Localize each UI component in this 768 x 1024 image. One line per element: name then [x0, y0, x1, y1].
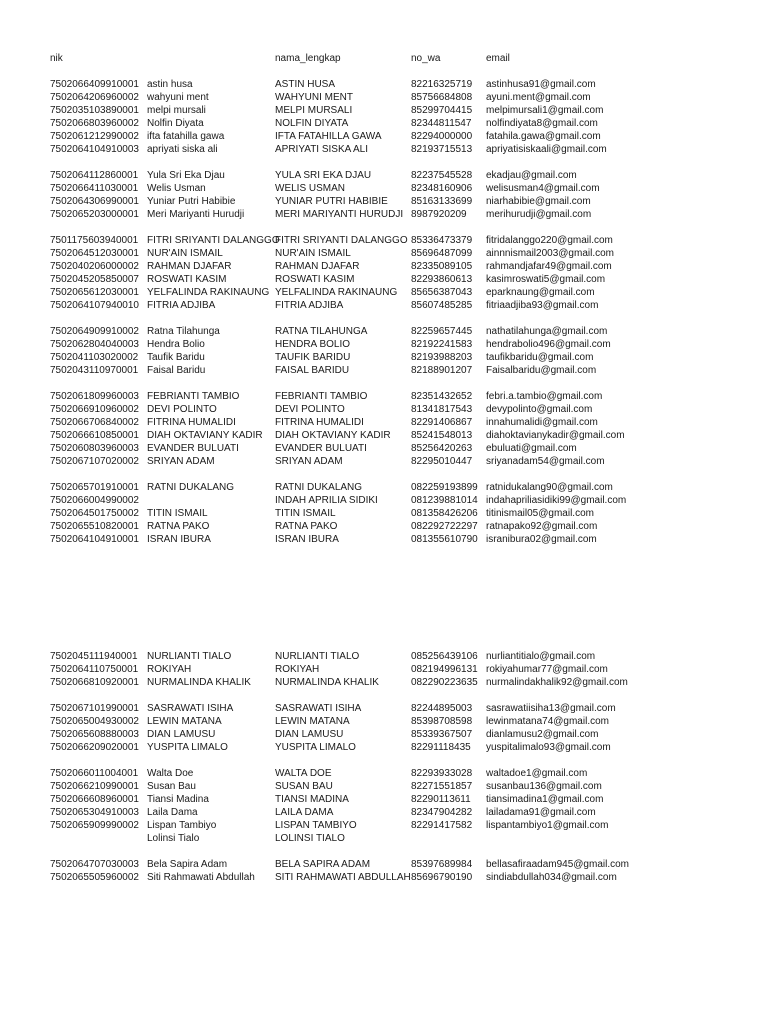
cell-nama-lengkap: FITRIA ADJIBA: [275, 300, 344, 311]
cell-nik: 7501175603940001: [50, 235, 139, 246]
cell-nama: DEVI POLINTO: [147, 404, 217, 415]
cell-no-wa: 85299704415: [411, 105, 473, 116]
cell-nama-lengkap: SRIYAN ADAM: [275, 456, 343, 467]
cell-email: nathatilahunga@gmail.com: [486, 326, 608, 337]
cell-nama-lengkap: NUR'AIN ISMAIL: [275, 248, 351, 259]
cell-email: kasimroswati5@gmail.com: [486, 274, 606, 285]
cell-nama: RAHMAN DJAFAR: [147, 261, 232, 272]
cell-nama-lengkap: FEBRIANTI TAMBIO: [275, 391, 368, 402]
cell-no-wa: 81341817543: [411, 404, 473, 415]
table-row: [0, 208, 768, 221]
cell-nama: ISRAN IBURA: [147, 534, 211, 545]
table-row: [0, 143, 768, 156]
group-spacer: [0, 468, 768, 481]
cell-email: hendrabolio496@gmail.com: [486, 339, 611, 350]
table-row: [0, 182, 768, 195]
cell-no-wa: 82271551857: [411, 781, 473, 792]
cell-nik: 7502067101990001: [50, 703, 139, 714]
cell-nama-lengkap: NURMALINDA KHALIK: [275, 677, 379, 688]
cell-no-wa: 081358426206: [411, 508, 478, 519]
table-row: [0, 325, 768, 338]
cell-nama-lengkap: RATNA PAKO: [275, 521, 338, 532]
cell-no-wa: 85696790190: [411, 872, 473, 883]
cell-email: rahmandjafar49@gmail.com: [486, 261, 612, 272]
cell-nama: Laila Dama: [147, 807, 198, 818]
cell-no-wa: 82193715513: [411, 144, 473, 155]
cell-email: astinhusa91@gmail.com: [486, 79, 596, 90]
cell-no-wa: 82348160906: [411, 183, 473, 194]
table-row: [0, 676, 768, 689]
table-row: [0, 234, 768, 247]
cell-nama-lengkap: RATNA TILAHUNGA: [275, 326, 368, 337]
header-nama-lengkap: nama_lengkap: [275, 53, 341, 64]
table-row: [0, 858, 768, 871]
cell-email: ratnidukalang90@gmail.com: [486, 482, 613, 493]
cell-nik: 7502060803960003: [50, 443, 139, 454]
cell-no-wa: 8987920209: [411, 209, 467, 220]
cell-nama: apriyati siska ali: [147, 144, 218, 155]
cell-no-wa: 82335089105: [411, 261, 473, 272]
cell-email: febri.a.tambio@gmail.com: [486, 391, 603, 402]
cell-nama-lengkap: SASRAWATI ISIHA: [275, 703, 362, 714]
cell-nama-lengkap: EVANDER BULUATI: [275, 443, 367, 454]
cell-nama-lengkap: DIAN LAMUSU: [275, 729, 344, 740]
cell-email: indahapriliasidiki99@gmail.com: [486, 495, 627, 506]
cell-nik: 7502064110750001: [50, 664, 139, 675]
cell-no-wa: 82294000000: [411, 131, 473, 142]
cell-nama: FITRINA HUMALIDI: [147, 417, 236, 428]
table-row: [0, 104, 768, 117]
cell-nik: 7502065608880003: [50, 729, 139, 740]
cell-nik: 7502065909990002: [50, 820, 139, 831]
cell-email: nolfindiyata8@gmail.com: [486, 118, 598, 129]
table-row: [0, 715, 768, 728]
cell-nik: 7502062804040003: [50, 339, 139, 350]
cell-no-wa: 82291118435: [411, 742, 471, 753]
cell-no-wa: 85656387043: [411, 287, 473, 298]
cell-nama-lengkap: SITI RAHMAWATI ABDULLAH: [275, 872, 411, 883]
cell-email: ebuluati@gmail.com: [486, 443, 577, 454]
cell-nama: ROSWATI KASIM: [147, 274, 227, 285]
cell-nama: SASRAWATI ISIHA: [147, 703, 234, 714]
cell-nama-lengkap: YULA SRI EKA DJAU: [275, 170, 372, 181]
cell-email: sindiabdullah034@gmail.com: [486, 872, 617, 883]
cell-no-wa: 081355610790: [411, 534, 478, 545]
cell-email: nurmalindakhalik92@gmail.com: [486, 677, 628, 688]
table-row: [0, 403, 768, 416]
table-row: [0, 130, 768, 143]
table-row: [0, 429, 768, 442]
table-row: [0, 481, 768, 494]
cell-nama: Nolfin Diyata: [147, 118, 204, 129]
table-row: [0, 442, 768, 455]
table-row: [0, 195, 768, 208]
table-row: [0, 273, 768, 286]
cell-nama: Siti Rahmawati Abdullah: [147, 872, 255, 883]
cell-email: susanbau136@gmail.com: [486, 781, 602, 792]
cell-email: ayuni.ment@gmail.com: [486, 92, 591, 103]
cell-email: ratnapako92@gmail.com: [486, 521, 598, 532]
cell-no-wa: 82291417582: [411, 820, 473, 831]
table-row: [0, 247, 768, 260]
cell-nama: NUR'AIN ISMAIL: [147, 248, 223, 259]
cell-no-wa: 82259657445: [411, 326, 473, 337]
table-row: [0, 416, 768, 429]
cell-no-wa: 82192241583: [411, 339, 473, 350]
cell-nama: FITRI SRIYANTI DALANGGO: [147, 235, 280, 246]
cell-no-wa: 082259193899: [411, 482, 478, 493]
cell-no-wa: 82244895003: [411, 703, 473, 714]
spreadsheet: [0, 52, 768, 884]
cell-email: isranibura02@gmail.com: [486, 534, 597, 545]
cell-nama: TITIN ISMAIL: [147, 508, 208, 519]
cell-nik: 7502064306990001: [50, 196, 139, 207]
cell-no-wa: 085256439106: [411, 651, 478, 662]
cell-email: tiansimadina1@gmail.com: [486, 794, 604, 805]
table-row: [0, 364, 768, 377]
cell-nama: SRIYAN ADAM: [147, 456, 215, 467]
table-row: [0, 286, 768, 299]
cell-nik: 7502061809960003: [50, 391, 139, 402]
group-spacer: [0, 754, 768, 767]
cell-nik: 7502065701910001: [50, 482, 139, 493]
cell-nama: RATNI DUKALANG: [147, 482, 235, 493]
cell-nama: Ratna Tilahunga: [147, 326, 220, 337]
cell-nama: Yula Sri Eka Djau: [147, 170, 225, 181]
cell-no-wa: 85397689984: [411, 859, 473, 870]
cell-nama-lengkap: LEWIN MATANA: [275, 716, 350, 727]
cell-nama: Walta Doe: [147, 768, 194, 779]
cell-nama-lengkap: MERI MARIYANTI HURUDJI: [275, 209, 404, 220]
cell-nama: DIAH OKTAVIANY KADIR: [147, 430, 263, 441]
cell-no-wa: 82237545528: [411, 170, 473, 181]
cell-nama: FITRIA ADJIBA: [147, 300, 216, 311]
cell-nik: 7502066004990002: [50, 495, 139, 506]
table-row: [0, 169, 768, 182]
cell-email: sasrawatiisiha13@gmail.com: [486, 703, 616, 714]
header-email: email: [486, 53, 510, 64]
cell-nama-lengkap: DIAH OKTAVIANY KADIR: [275, 430, 391, 441]
cell-nama: YUSPITA LIMALO: [147, 742, 228, 753]
table-row: [0, 806, 768, 819]
cell-nama: Taufik Baridu: [147, 352, 205, 363]
table-row: [0, 780, 768, 793]
table-row: [0, 455, 768, 468]
cell-nama: ifta fatahilla gawa: [147, 131, 225, 142]
cell-nama-lengkap: YUSPITA LIMALO: [275, 742, 356, 753]
cell-nama-lengkap: ROSWATI KASIM: [275, 274, 355, 285]
cell-nama: Bela Sapira Adam: [147, 859, 228, 870]
cell-nik: 7502045111940001: [50, 651, 138, 662]
cell-nik: 7502066706840002: [50, 417, 139, 428]
cell-nik: 7502065510820001: [50, 521, 139, 532]
cell-no-wa: 85756684808: [411, 92, 473, 103]
cell-nama: Tiansi Madina: [147, 794, 209, 805]
cell-nama: Yuniar Putri Habibie: [147, 196, 236, 207]
cell-email: merihurudji@gmail.com: [486, 209, 592, 220]
cell-nik: 7502035103890001: [50, 105, 139, 116]
cell-no-wa: 82216325719: [411, 79, 473, 90]
table-row: [0, 871, 768, 884]
cell-nama-lengkap: TIANSI MADINA: [275, 794, 349, 805]
group-spacer: [0, 845, 768, 858]
cell-email: diahoktavianykadir@gmail.com: [486, 430, 625, 441]
cell-nik: 7502064501750002: [50, 508, 139, 519]
cell-nama: astin husa: [147, 79, 193, 90]
cell-email: lailadama91@gmail.com: [486, 807, 596, 818]
cell-no-wa: 85339367507: [411, 729, 473, 740]
cell-email: devypolinto@gmail.com: [486, 404, 593, 415]
group-spacer: [0, 65, 768, 78]
cell-nik: 7502066210990001: [50, 781, 139, 792]
cell-email: lewinmatana74@gmail.com: [486, 716, 609, 727]
data-rows: [0, 65, 768, 884]
cell-nama-lengkap: APRIYATI SISKA ALI: [275, 144, 369, 155]
table-row: [0, 702, 768, 715]
cell-nama: Meri Mariyanti Hurudji: [147, 209, 245, 220]
cell-nama: LEWIN MATANA: [147, 716, 222, 727]
cell-nik: 7502064909910002: [50, 326, 139, 337]
cell-nik: 7502066610850001: [50, 430, 139, 441]
cell-email: rokiyahumar77@gmail.com: [486, 664, 608, 675]
cell-nama: Lolinsi Tialo: [147, 833, 200, 844]
cell-nama: NURMALINDA KHALIK: [147, 677, 251, 688]
cell-nama: Faisal Baridu: [147, 365, 206, 376]
cell-nik: 7502064206960002: [50, 92, 139, 103]
table-row: [0, 494, 768, 507]
cell-nik: 7502066411030001: [50, 183, 139, 194]
table-row: [0, 728, 768, 741]
cell-nik: 7502065304910003: [50, 807, 139, 818]
cell-nama: Hendra Bolio: [147, 339, 205, 350]
cell-nik: 7502064512030001: [50, 248, 139, 259]
cell-email: bellasafiraadam945@gmail.com: [486, 859, 629, 870]
cell-email: titinismail05@gmail.com: [486, 508, 594, 519]
cell-nama: Lispan Tambiyo: [147, 820, 217, 831]
header-nik: nik: [50, 53, 63, 64]
cell-nama-lengkap: LOLINSI TIALO: [275, 833, 345, 844]
cell-nik: 7502067107020002: [50, 456, 139, 467]
cell-no-wa: 85398708598: [411, 716, 473, 727]
cell-no-wa: 82344811547: [411, 118, 472, 129]
cell-nama-lengkap: YUNIAR PUTRI HABIBIE: [275, 196, 388, 207]
cell-nik: 7502066409910001: [50, 79, 139, 90]
group-spacer: [0, 221, 768, 234]
table-row: [0, 260, 768, 273]
cell-nama: DIAN LAMUSU: [147, 729, 216, 740]
cell-nama: FEBRIANTI TAMBIO: [147, 391, 240, 402]
cell-nama: ROKIYAH: [147, 664, 192, 675]
cell-email: fatahila.gawa@gmail.com: [486, 131, 601, 142]
table-row: [0, 507, 768, 520]
table-row: [0, 533, 768, 546]
cell-nama: wahyuni ment: [147, 92, 209, 103]
cell-email: taufikbaridu@gmail.com: [486, 352, 594, 363]
table-row: [0, 650, 768, 663]
cell-nik: 7502065203000001: [50, 209, 139, 220]
cell-no-wa: 82293933028: [411, 768, 473, 779]
cell-nik: 7502065505960002: [50, 872, 139, 883]
cell-nama-lengkap: SUSAN BAU: [275, 781, 333, 792]
cell-email: apriyatisiskaali@gmail.com: [486, 144, 607, 155]
cell-email: dianlamusu2@gmail.com: [486, 729, 599, 740]
cell-no-wa: 82290113611: [411, 794, 471, 805]
cell-no-wa: 85256420263: [411, 443, 473, 454]
table-row: [0, 338, 768, 351]
cell-nama-lengkap: FAISAL BARIDU: [275, 365, 350, 376]
table-row: [0, 299, 768, 312]
cell-nik: 7502065004930002: [50, 716, 139, 727]
cell-nik: 7502064104910001: [50, 534, 139, 545]
cell-nama-lengkap: WALTA DOE: [275, 768, 332, 779]
cell-nama-lengkap: INDAH APRILIA SIDIKI: [275, 495, 378, 506]
cell-nama: YELFALINDA RAKINAUNG: [147, 287, 270, 298]
cell-nik: 7502066209020001: [50, 742, 139, 753]
cell-nama-lengkap: LAILA DAMA: [275, 807, 334, 818]
cell-nik: 7502065612030001: [50, 287, 139, 298]
cell-nik: 7502043110970001: [50, 365, 139, 376]
group-spacer: [0, 377, 768, 390]
cell-nama-lengkap: ISRAN IBURA: [275, 534, 339, 545]
cell-no-wa: 082194996131: [411, 664, 478, 675]
cell-nik: 7502064112860001: [50, 170, 139, 181]
cell-nik: 7502066803960002: [50, 118, 139, 129]
cell-nama-lengkap: TAUFIK BARIDU: [275, 352, 351, 363]
cell-nama-lengkap: ASTIN HUSA: [275, 79, 336, 90]
cell-nik: 7502064104910003: [50, 144, 139, 155]
cell-no-wa: 82347904282: [411, 807, 473, 818]
cell-no-wa: 82351432652: [411, 391, 473, 402]
cell-no-wa: 85336473379: [411, 235, 473, 246]
cell-no-wa: 85163133699: [411, 196, 473, 207]
cell-nama-lengkap: LISPAN TAMBIYO: [275, 820, 357, 831]
cell-nama-lengkap: MELPI MURSALI: [275, 105, 353, 116]
cell-nik: 7502045205850007: [50, 274, 139, 285]
cell-nik: 7502066011004001: [50, 768, 139, 779]
cell-nama-lengkap: TITIN ISMAIL: [275, 508, 336, 519]
table-row: [0, 767, 768, 780]
cell-nama-lengkap: DEVI POLINTO: [275, 404, 345, 415]
cell-nik: 7502064707030003: [50, 859, 139, 870]
cell-nama-lengkap: WAHYUNI MENT: [275, 92, 353, 103]
header-no-wa: no_wa: [411, 53, 441, 64]
cell-nik: 7502066910960002: [50, 404, 139, 415]
cell-nama-lengkap: FITRINA HUMALIDI: [275, 417, 364, 428]
cell-email: innahumalidi@gmail.com: [486, 417, 598, 428]
cell-nama-lengkap: RATNI DUKALANG: [275, 482, 363, 493]
cell-nama-lengkap: FITRI SRIYANTI DALANGGO: [275, 235, 408, 246]
cell-email: waltadoe1@gmail.com: [486, 768, 588, 779]
cell-no-wa: 85607485285: [411, 300, 473, 311]
table-row: [0, 663, 768, 676]
group-spacer: [0, 312, 768, 325]
cell-email: yuspitalimalo93@gmail.com: [486, 742, 611, 753]
cell-email: melpimursali1@gmail.com: [486, 105, 604, 116]
cell-email: ainnnismail2003@gmail.com: [486, 248, 614, 259]
cell-no-wa: 85241548013: [411, 430, 473, 441]
group-spacer: [0, 546, 768, 650]
table-row: [0, 819, 768, 832]
cell-nama: Susan Bau: [147, 781, 196, 792]
cell-no-wa: 082292722297: [411, 521, 478, 532]
cell-email: fitridalanggo220@gmail.com: [486, 235, 613, 246]
table-row: [0, 117, 768, 130]
cell-nik: 7502066608960001: [50, 794, 139, 805]
cell-nik: 7502064107940010: [50, 300, 139, 311]
cell-no-wa: 82295010447: [411, 456, 473, 467]
cell-email: sriyanadam54@gmail.com: [486, 456, 605, 467]
cell-no-wa: 82291406867: [411, 417, 473, 428]
cell-nik: 7502041103020002: [50, 352, 139, 363]
cell-nama-lengkap: NOLFIN DIYATA: [275, 118, 349, 129]
cell-nama-lengkap: WELIS USMAN: [275, 183, 346, 194]
cell-nama-lengkap: ROKIYAH: [275, 664, 320, 675]
cell-nama-lengkap: NURLIANTI TIALO: [275, 651, 360, 662]
cell-email: nurliantitialo@gmail.com: [486, 651, 596, 662]
cell-no-wa: 082290223635: [411, 677, 478, 688]
cell-nama: NURLIANTI TIALO: [147, 651, 232, 662]
cell-nama-lengkap: RAHMAN DJAFAR: [275, 261, 360, 272]
table-row: [0, 520, 768, 533]
cell-nik: 7502040206000002: [50, 261, 139, 272]
cell-nama: EVANDER BULUATI: [147, 443, 239, 454]
table-row: [0, 741, 768, 754]
table-row: [0, 832, 768, 845]
table-row: [0, 351, 768, 364]
cell-nama: melpi mursali: [147, 105, 206, 116]
cell-no-wa: 85696487099: [411, 248, 473, 259]
cell-nama: Welis Usman: [147, 183, 206, 194]
cell-no-wa: 82293860613: [411, 274, 473, 285]
cell-nik: 7502066810920001: [50, 677, 139, 688]
cell-email: ekadjau@gmail.com: [486, 170, 577, 181]
table-row: [0, 78, 768, 91]
cell-email: fitriaadjiba93@gmail.com: [486, 300, 599, 311]
cell-nama-lengkap: IFTA FATAHILLA GAWA: [275, 131, 382, 142]
cell-email: Faisalbaridu@gmail.com: [486, 365, 597, 376]
table-row: [0, 390, 768, 403]
cell-nama: RATNA PAKO: [147, 521, 210, 532]
cell-no-wa: 82188901207: [411, 365, 473, 376]
table-row: [0, 793, 768, 806]
group-spacer: [0, 156, 768, 169]
cell-nama-lengkap: BELA SAPIRA ADAM: [275, 859, 371, 870]
group-spacer: [0, 689, 768, 702]
cell-nama-lengkap: YELFALINDA RAKINAUNG: [275, 287, 398, 298]
cell-email: lispantambiyo1@gmail.com: [486, 820, 609, 831]
cell-email: welisusman4@gmail.com: [486, 183, 600, 194]
cell-no-wa: 081239881014: [411, 495, 478, 506]
cell-email: niarhabibie@gmail.com: [486, 196, 591, 207]
cell-nik: 7502061212990002: [50, 131, 139, 142]
cell-no-wa: 82193988203: [411, 352, 473, 363]
cell-nama-lengkap: HENDRA BOLIO: [275, 339, 351, 350]
header-row: [0, 52, 768, 65]
cell-email: eparknaung@gmail.com: [486, 287, 595, 298]
table-row: [0, 91, 768, 104]
